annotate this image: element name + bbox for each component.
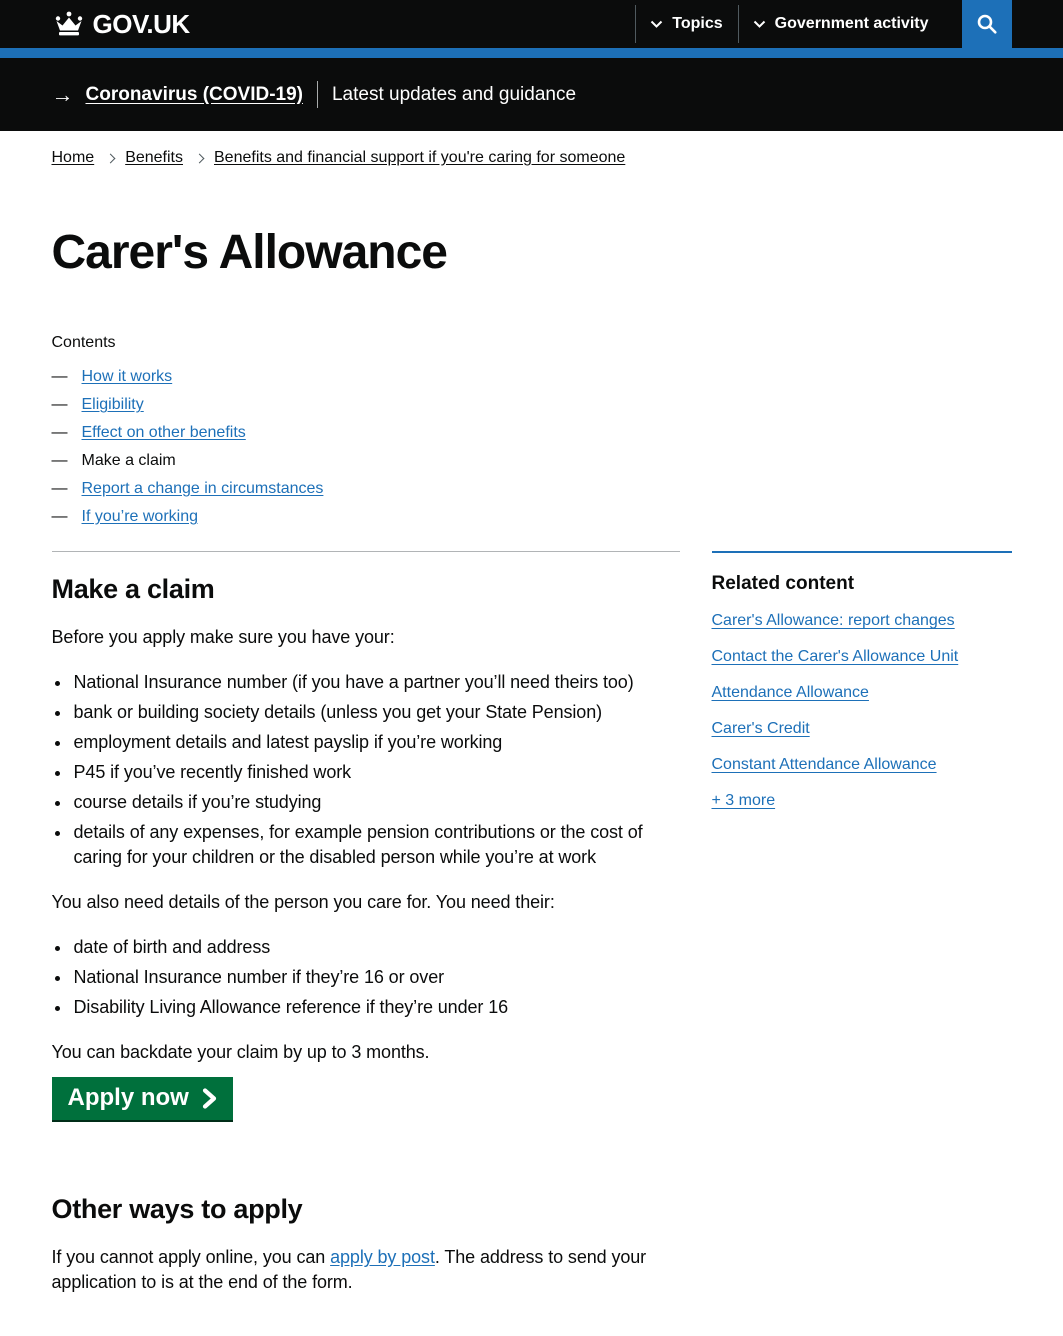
covid-banner-link[interactable]: Coronavirus (COVID-19) <box>85 83 303 105</box>
covid-banner <box>0 58 1063 131</box>
related-content-title: Related content <box>711 573 855 594</box>
article-column <box>52 551 680 1315</box>
chevron-right-icon <box>195 153 205 163</box>
section-title: Make a claim <box>51 574 215 604</box>
breadcrumb-link[interactable]: Benefits <box>125 149 183 166</box>
dash-marker: — <box>51 368 68 385</box>
nav-item-label: Government activity <box>774 15 929 32</box>
contents-link[interactable]: How it works <box>81 368 173 385</box>
contents-link[interactable]: If you’re working <box>81 508 198 525</box>
breadcrumb-item <box>52 149 126 167</box>
contents-label: Contents <box>51 334 116 351</box>
checklist <box>52 670 680 870</box>
govuk-logo[interactable] <box>52 9 190 40</box>
related-link-item <box>712 755 1012 774</box>
crown-icon <box>52 10 86 38</box>
start-chevron-icon <box>202 1088 217 1109</box>
top-nav <box>635 0 943 48</box>
person-details-list <box>52 935 680 1020</box>
covid-banner-text: Latest updates and guidance <box>331 83 577 105</box>
breadcrumb-link[interactable]: Home <box>51 149 95 166</box>
nav-item-topics[interactable] <box>635 0 737 48</box>
second-intro-text: You also need details of the person you care for. You need their: <box>51 892 555 912</box>
apply-by-post-link[interactable]: apply by post <box>330 1247 435 1267</box>
dash-marker: — <box>51 452 68 469</box>
contents-item <box>52 451 1012 471</box>
checklist-item: • P45 if you’ve recently finished work <box>72 760 680 785</box>
apply-now-button[interactable] <box>52 1077 233 1120</box>
main-content <box>52 149 1012 1315</box>
site-header <box>0 0 1063 48</box>
contents-item <box>52 507 1012 527</box>
contents-link[interactable]: Effect on other benefits <box>81 424 246 441</box>
accent-bar <box>0 48 1063 58</box>
backdate-note: You can backdate your claim by up to 3 months. <box>51 1042 430 1062</box>
related-link[interactable]: Attendance Allowance <box>711 684 869 701</box>
contents-list <box>52 367 1012 527</box>
chevron-right-icon <box>106 153 116 163</box>
person-details-item: • National Insurance number if they’re 16 or over <box>72 965 680 990</box>
breadcrumb-item <box>214 149 625 167</box>
chevron-down-icon <box>753 20 766 29</box>
other-ways-text <box>52 1245 680 1295</box>
dash-marker: — <box>51 396 68 413</box>
dash-marker: — <box>51 424 68 441</box>
related-link-item <box>712 719 1012 738</box>
dash-marker: — <box>51 480 68 497</box>
related-link[interactable]: Constant Attendance Allowance <box>711 756 937 773</box>
arrow-right-icon: → <box>51 81 74 107</box>
contents-link[interactable]: Report a change in circumstances <box>81 480 324 497</box>
person-details-item: • Disability Living Allowance reference if they’re under 16 <box>72 995 680 1020</box>
contents-nav <box>52 333 1012 527</box>
breadcrumb-link[interactable]: Benefits and financial support if you're caring for someone <box>214 149 626 166</box>
nav-item-label: Topics <box>672 15 723 32</box>
contents-item <box>52 367 1012 387</box>
checklist-item: • bank or building society details (unless you get your State Pension) <box>72 700 680 725</box>
related-link[interactable]: Carer's Allowance: report changes <box>711 612 955 629</box>
person-details-item: • date of birth and address <box>72 935 680 960</box>
related-link-item <box>712 647 1012 666</box>
related-content <box>712 551 1012 810</box>
show-more-link[interactable]: + 3 more <box>711 792 776 809</box>
other-ways-before: If you cannot apply online, you can <box>51 1247 331 1267</box>
related-links-list <box>712 611 1012 774</box>
other-ways-title: Other ways to apply <box>51 1194 303 1224</box>
breadcrumb-item <box>125 149 214 167</box>
page-title: Carer's Allowance <box>51 226 447 279</box>
contents-link[interactable]: Make a claim <box>81 452 176 469</box>
logo-text: GOV.UK <box>92 8 190 39</box>
checklist-item: • employment details and latest payslip if you’re working <box>72 730 680 755</box>
related-link[interactable]: Contact the Carer's Allowance Unit <box>711 648 959 665</box>
checklist-item: • details of any expenses, for example pension contributions or the cost of caring for your children or the disabled person while you’re at work <box>72 820 680 870</box>
related-link-item <box>712 683 1012 702</box>
checklist-item: • course details if you’re studying <box>72 790 680 815</box>
breadcrumb <box>52 149 1012 167</box>
other-ways-after: . The address to send your application to is at the end of the form. <box>51 1247 647 1292</box>
contents-item <box>52 423 1012 443</box>
checklist-item: • National Insurance number (if you have a partner you’ll need theirs too) <box>72 670 680 695</box>
vertical-divider <box>317 81 318 108</box>
chevron-down-icon <box>650 20 663 29</box>
intro-text: Before you apply make sure you have your: <box>51 627 395 647</box>
nav-item-government-activity[interactable] <box>738 0 944 48</box>
contents-item <box>52 395 1012 415</box>
contents-item <box>52 479 1012 499</box>
search-button[interactable] <box>962 0 1012 48</box>
related-link-item <box>712 611 1012 630</box>
apply-now-label: Apply now <box>67 1084 189 1111</box>
contents-link[interactable]: Eligibility <box>81 396 144 413</box>
related-link[interactable]: Carer's Credit <box>711 720 810 737</box>
search-icon <box>976 13 998 35</box>
dash-marker: — <box>51 508 68 525</box>
